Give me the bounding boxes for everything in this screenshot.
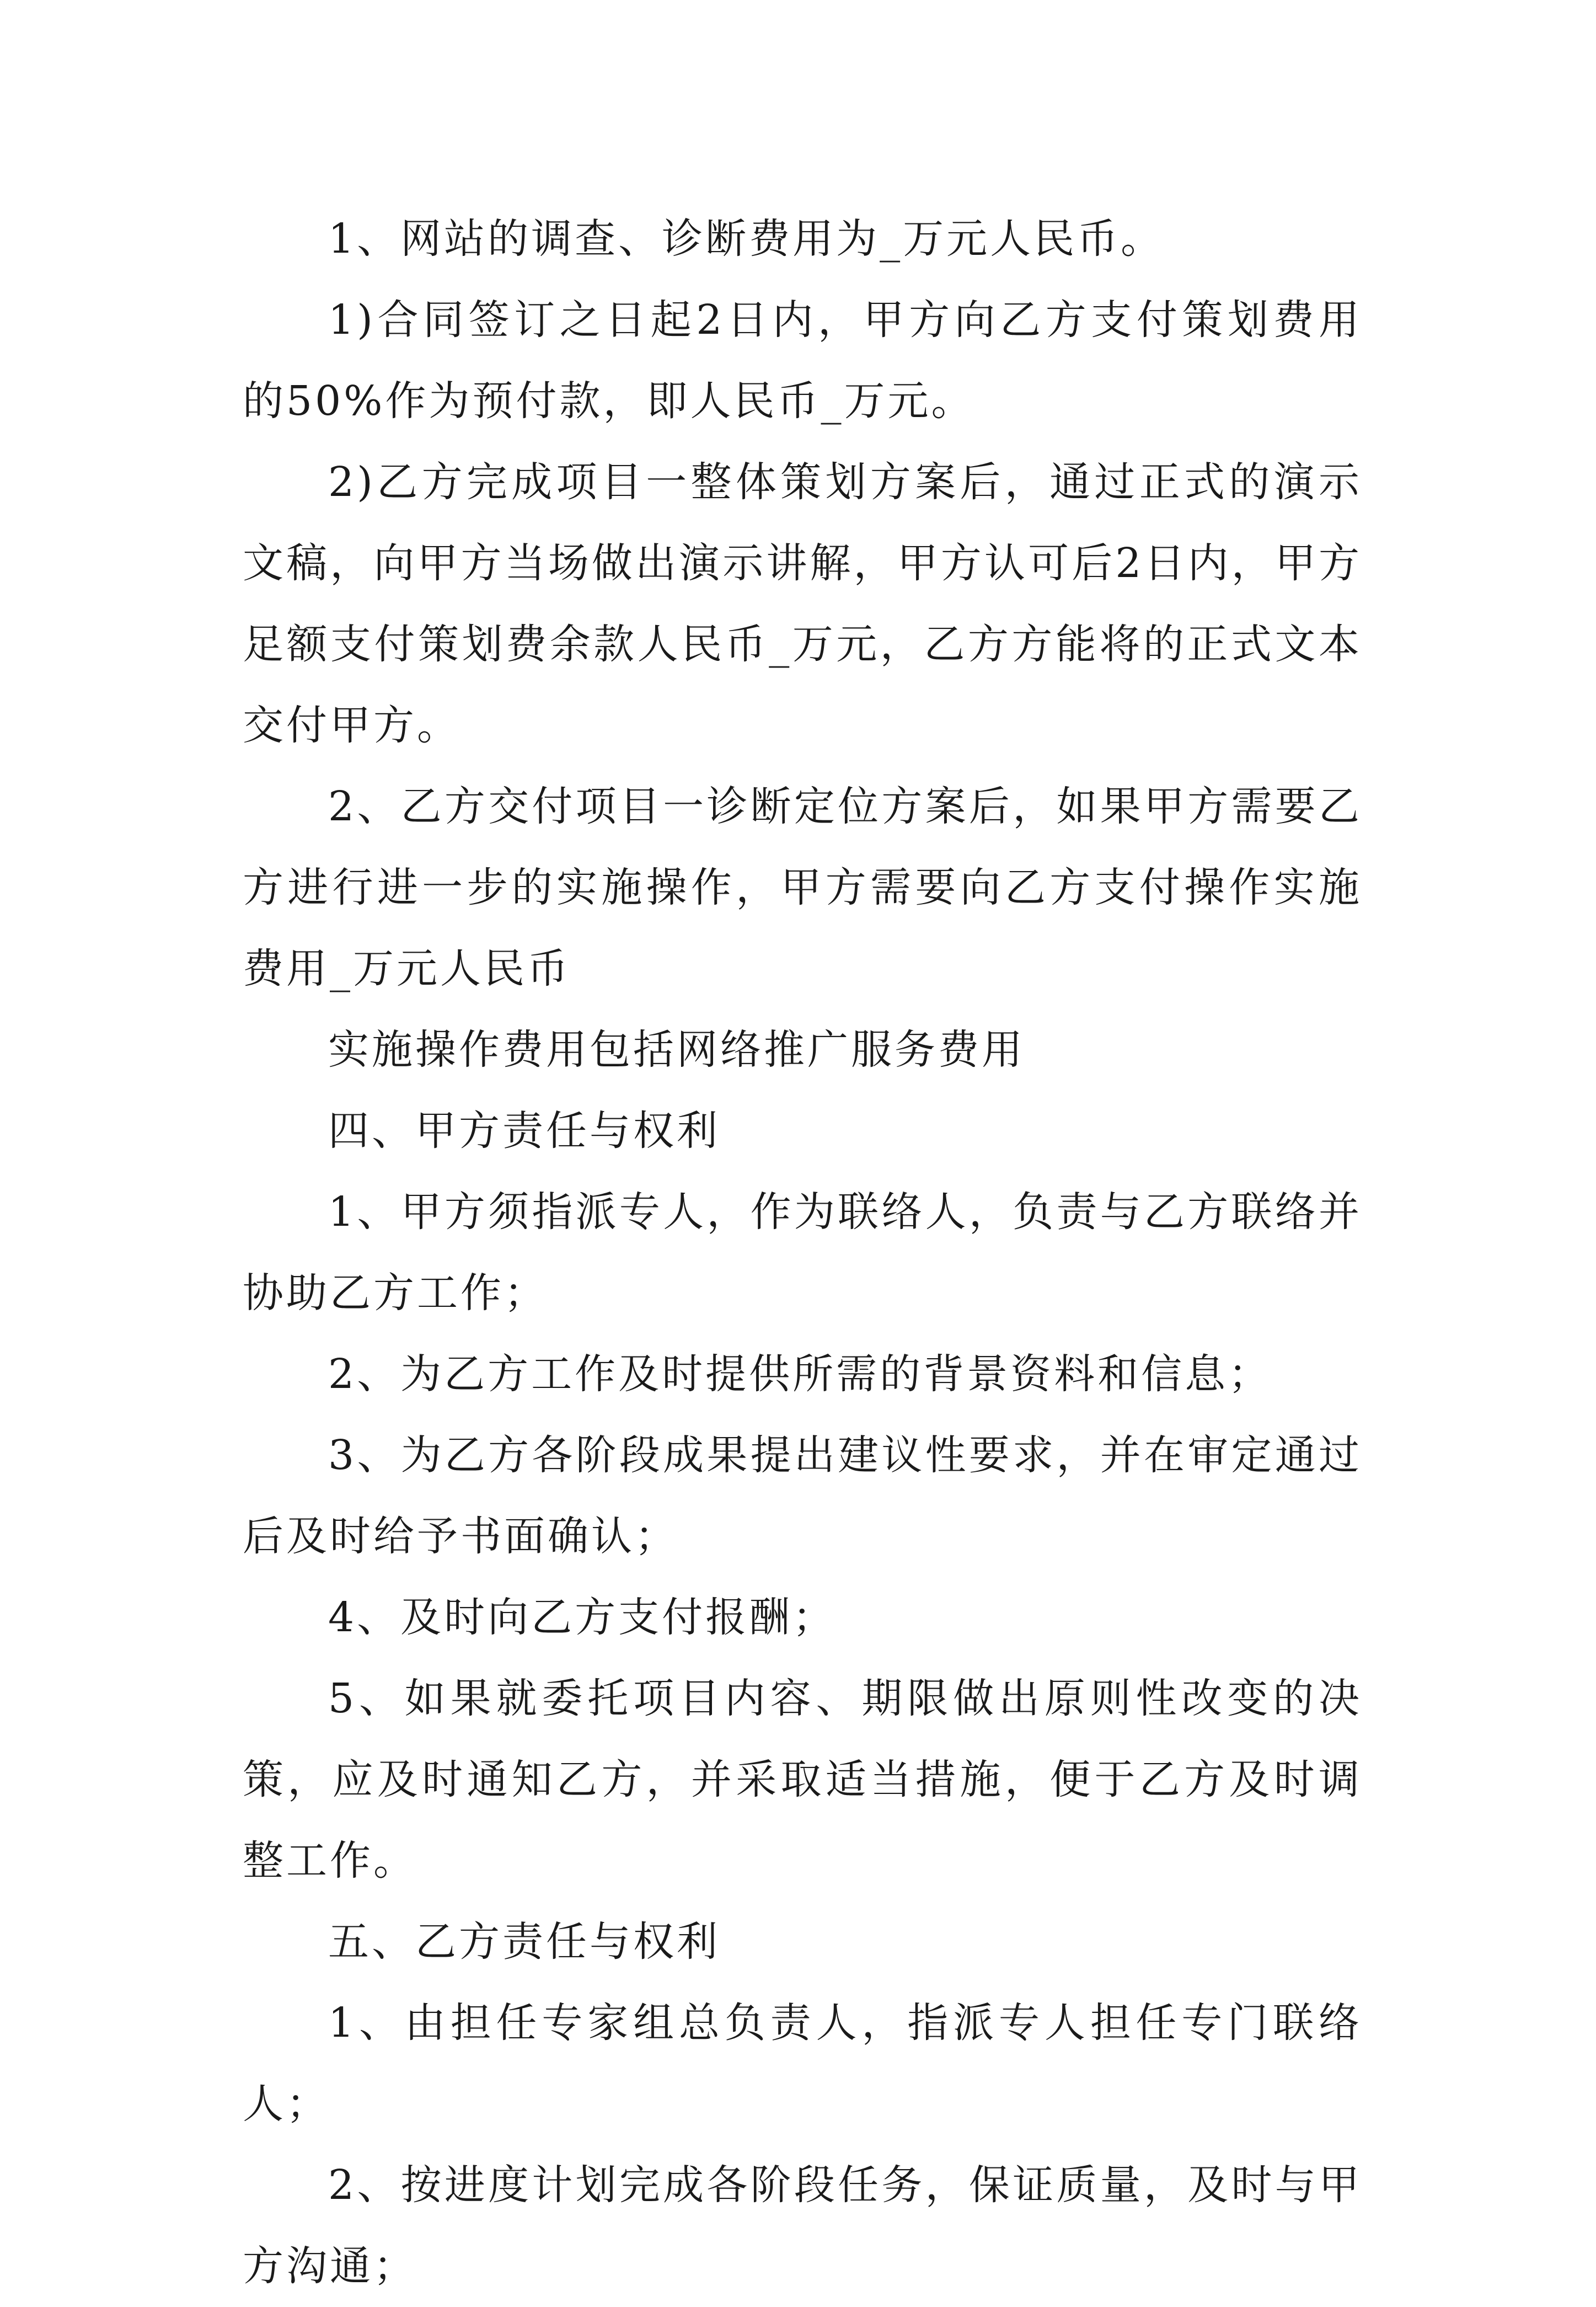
- paragraph-party-a-item-3: 3、为乙方各阶段成果提出建议性要求，并在审定通过后及时给予书面确认；: [243, 1432, 1362, 1560]
- paragraph-party-a-item-5: 5、如果就委托项目内容、期限做出原则性改变的决策，应及时通知乙方，并采取适当措施，便于乙方及时调整工作。: [243, 1675, 1362, 1884]
- paragraph-party-a-item-1: 1、甲方须指派专人，作为联络人，负责与乙方联络并协助乙方工作；: [243, 1188, 1362, 1317]
- section-heading-party-a: 四、甲方责任与权利: [328, 1107, 720, 1155]
- paragraph-fee-subitem-1: 1)合同签订之日起2日内，甲方向乙方支付策划费用的50%作为预付款，即人民币_万元。: [243, 296, 1362, 425]
- paragraph-party-a-item-2: 2、为乙方工作及时提供所需的背景资料和信息；: [328, 1350, 1272, 1398]
- section-heading-party-b: 五、乙方责任与权利: [328, 1918, 720, 1966]
- paragraph-party-b-item-2: 2、按进度计划完成各阶段任务，保证质量，及时与甲方沟通；: [243, 2161, 1362, 2290]
- document-body: [243, 199, 1362, 2307]
- paragraph-fee-subitem-2: 2)乙方完成项目一整体策划方案后，通过正式的演示文稿，向甲方当场做出演示讲解，甲方认可后2日内，甲方足额支付策划费余款人民币_万元，乙方方能将的正式文本交付甲方。: [243, 458, 1362, 749]
- paragraph-party-a-item-4: 4、及时向乙方支付报酬；: [328, 1594, 837, 1641]
- paragraph-fee-note: 实施操作费用包括网络推广服务费用: [328, 1026, 1025, 1074]
- paragraph-fee-item-2: 2、乙方交付项目一诊断定位方案后，如果甲方需要乙方进行进一步的实施操作，甲方需要向乙方支付操作实施费用_万元人民币: [243, 783, 1362, 992]
- paragraph-fee-item-1: 1、网站的调查、诊断费用为_万元人民币。: [328, 215, 1165, 263]
- paragraph-party-b-item-1: 1、由担任专家组总负责人，指派专人担任专门联络人；: [243, 1999, 1362, 2128]
